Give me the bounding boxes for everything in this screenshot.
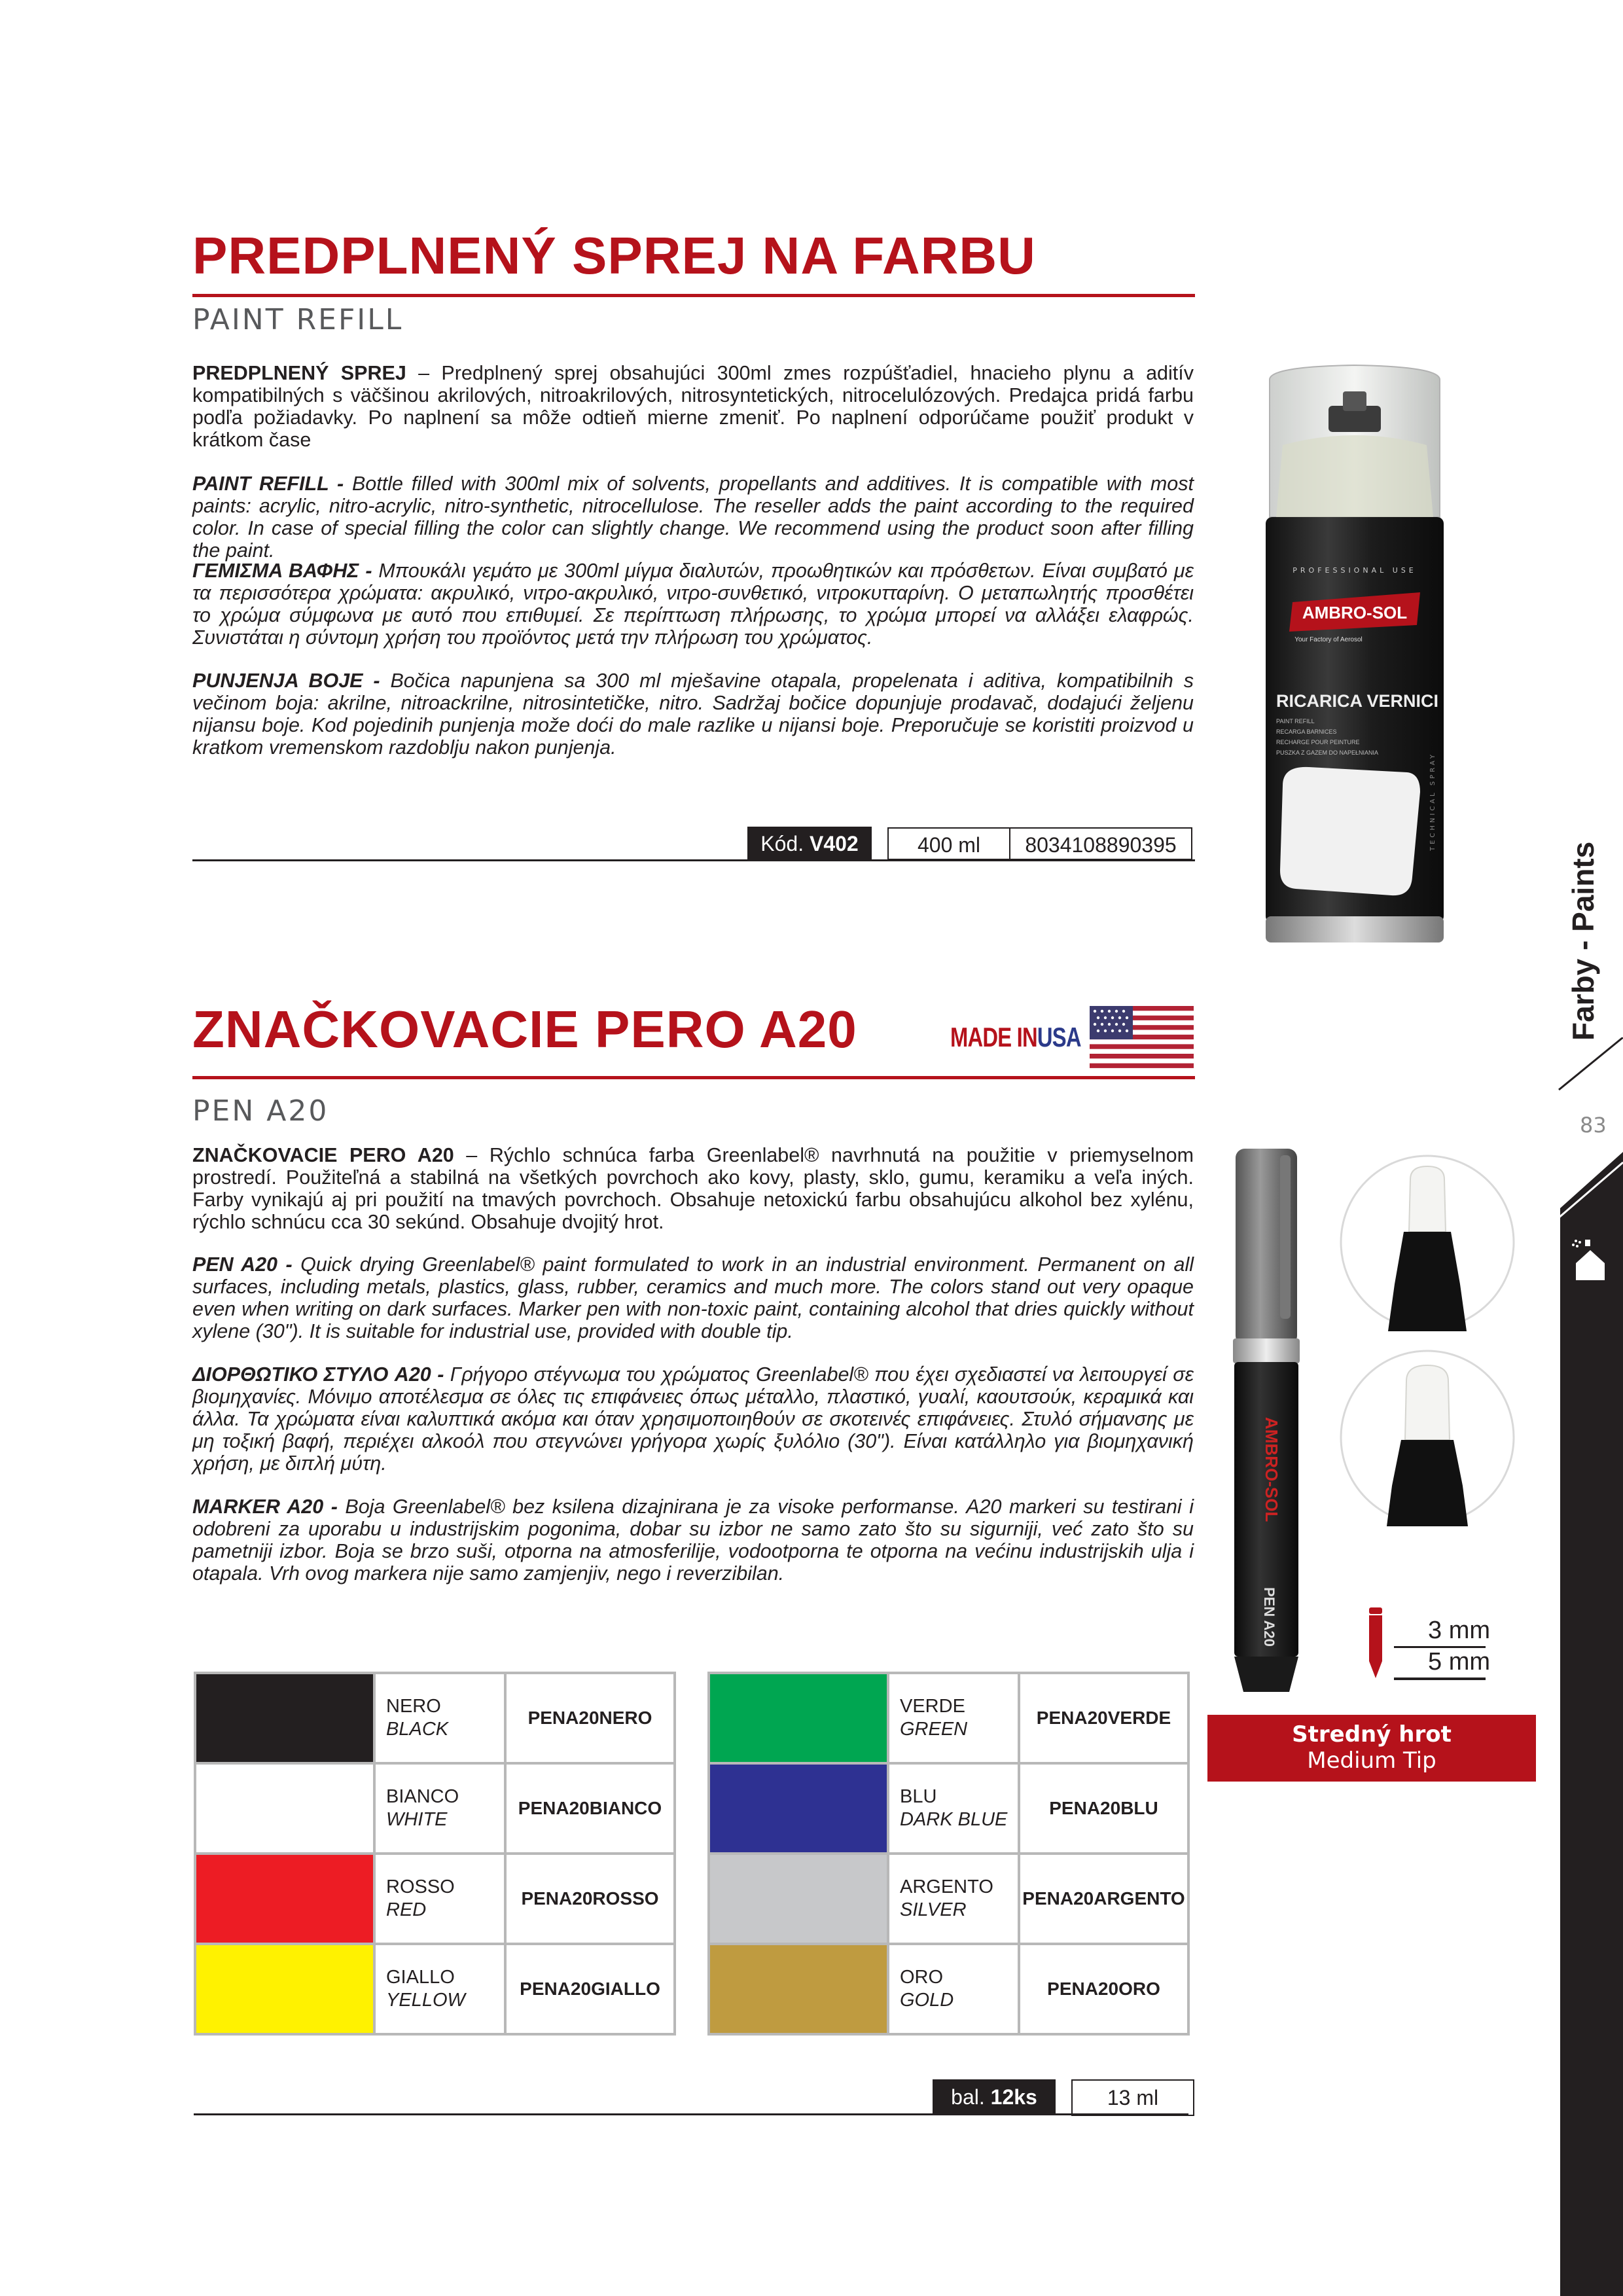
color-name-it: ORO — [900, 1967, 944, 1988]
section2-volume: 13 ml — [1071, 2079, 1194, 2116]
spray-can-label-line-3: RECHARGE POUR PEINTURE — [1276, 739, 1360, 745]
section1-text-sk: – Predplnený sprej obsahujúci 300ml zmes rozpúšťadiel, hnacieho plynu a aditív kompatibilných s väčšinou akrilových, nitroakrilových, nitrosyntetických, nitrocelulózových. Predajca pridá farbu podľa požiadavky. Po naplnení sa môže odtieň mierne zmeniť. Po naplnení odporúčame použiť produkt v krátkom čase — [192, 362, 1194, 451]
color-row — [195, 1854, 675, 1944]
section2-title-rule — [192, 1076, 1195, 1079]
section1-lead-hr: PUNJENJA BOJE - — [192, 670, 391, 692]
section1-code-value: V402 — [809, 832, 859, 855]
color-row — [195, 1673, 675, 1763]
section1-text-en: Bottle filled with 300ml mix of solvents, propellants and additives. It is compatible with most paints: acrylic, nitro-acrylic, nitro-synthetic, nitrocellulose. The reseller adds the paint according to the required color. In case of special filling the color can slightly change. We recommend using the product soon after filling the paint. — [192, 473, 1194, 562]
color-code: PENA20BLU — [1019, 1763, 1188, 1854]
spray-can-label-title: RICARICA VERNICI — [1276, 691, 1439, 711]
spray-can-brand-sub: Your Factory of Aerosol — [1294, 636, 1363, 643]
color-table-left — [194, 1672, 676, 2036]
sidebar-section-label: Farby - Paints — [1566, 841, 1600, 1041]
section2-text-hr: Boja Greenlabel® bez ksilena dizajnirana je za visoke performanse. A20 markeri su testirani i odobreni za uporabu u industrijskim pogonima, dobar su izbor ne samo zato što su sigurniji, već zato što su pametniji izbor. Boja se brzo suši, otporna na atmosferilije, vodootporna te otporna na većinu industrijskih ulja i otapala. Vrh ovog markera nije samo zamjenjiv, nego i reverzibilan. — [192, 1496, 1194, 1585]
section1-code-label: Kód. — [760, 832, 804, 855]
section2-subtitle: PEN A20 — [192, 1094, 329, 1128]
spray-can-image — [1257, 353, 1453, 956]
sidebar-band — [1558, 1152, 1623, 2296]
marker-pen-image — [1224, 1142, 1315, 1698]
section2-pack-label: bal. — [951, 2085, 985, 2109]
section2-paragraph-en — [192, 1253, 1194, 1342]
tip-size-underline — [1394, 1677, 1486, 1680]
color-code: PENA20ROSSO — [505, 1854, 675, 1944]
color-row — [709, 1763, 1188, 1854]
section2-text-sk: – Rýchlo schnúca farba Greenlabel® navrhnutá na použitie v priemyselnom prostredí. Použiteľná a stabilná na všetkých povrchoch ako kovy, plasty, sklo, gumu, keramiku a veľa iných. Farby vynikajú aj pri použití na tmavých povrchoch. Obsahuje netoxickú farbu obsahujúcu alkohol bez xylénu, rýchlo schnúcu cca 30 sekúnd. Obsahuje dvojitý hrot. — [192, 1144, 1194, 1233]
color-name — [374, 1854, 505, 1944]
section2-paragraph-gr — [192, 1363, 1194, 1475]
section1-paragraph-gr — [192, 560, 1194, 649]
section2-pack-badge — [933, 2079, 1056, 2115]
color-swatch — [195, 1854, 374, 1944]
section1-text-gr: Μπουκάλι γεμάτο με 300ml μίγμα διαλυτών, προωθητικών και πρόσθετων. Είναι συμβατό με τα περισσότερα χρώματα: ακρυλικό, νιτρο-ακρυλικό, νιτρο-συνθετικό, νιτροκυτταρίνη. Ο μεταπωλητής προσθέτει το χρώμα σύμφωνα με αυτό που επιθυμεί. Σε περίπτωση πλήρωσης, το χρώμα μπορεί να αλλάξει ελαφρώς. Συνιστάται η σύντομη χρήση του προϊόντος μετά την πλήρωση του χρώματος. — [192, 560, 1194, 649]
tip-size-5mm: 5 mm — [1428, 1648, 1490, 1676]
color-row — [195, 1763, 675, 1854]
color-swatch — [709, 1854, 888, 1944]
spray-can-label-line-1: PAINT REFILL — [1276, 718, 1315, 725]
color-name — [374, 1944, 505, 2034]
color-name-en: RED — [386, 1899, 427, 1920]
tip-type-banner — [1207, 1715, 1536, 1782]
section2-text-gr: Γρήγορο στέγνωμα του χρώματος Greenlabel® που έχει σχεδιαστεί να λειτουργεί σε βιομηχανίες. Μόνιμο αποτέλεσμα σε όλες τις επιφάνειες όπως μέταλλο, πλαστικό, γυαλί, καουτσούκ, κεραμικά και άλλα. Τα χρώματα είναι καλυπτικά ακόμα και όταν χρησιμοποιηθούν σε σκοτεινές επιφάνειες. Στυλό σήμανσης με μη τοξική βαφή, περιέχει αλκοόλ που στεγνώνει γρήγορα χωρίς ξυλόλιο (30"). Είναι κατάλληλο για βιομηχανική χρήση, με διπλή μύτη. — [192, 1363, 1194, 1475]
tip-5mm-image — [1338, 1348, 1516, 1526]
usa-text: USA — [1037, 1022, 1081, 1052]
section1-title: PREDPLNENÝ SPREJ NA FARBU — [192, 226, 1036, 285]
color-row — [195, 1944, 675, 2034]
tip-size-3mm: 3 mm — [1428, 1617, 1490, 1644]
color-name-it: GIALLO — [386, 1967, 455, 1988]
spray-can-label-line-2: RECARGA BARNICES — [1276, 728, 1337, 735]
color-name-en: GREEN — [900, 1719, 968, 1740]
usa-flag-icon — [1090, 1006, 1194, 1068]
section1-volume: 400 ml — [887, 827, 1010, 860]
section1-lead-en: PAINT REFILL - — [192, 473, 352, 495]
section2-paragraph-sk — [192, 1144, 1194, 1233]
svg-text:AMBRO-SOL: AMBRO-SOL — [1262, 1417, 1281, 1522]
color-code: PENA20GIALLO — [505, 1944, 675, 2034]
section1-lead-gr: ΓΕΜΙΣΜΑ ΒΑΦΗΣ - — [192, 560, 379, 582]
spray-can-side: TECHNICAL SPRAY — [1429, 751, 1436, 851]
color-name-en: BLACK — [386, 1719, 449, 1740]
section2-pack-value: 12ks — [990, 2085, 1037, 2109]
color-row — [709, 1673, 1188, 1763]
color-name-it: BIANCO — [386, 1786, 459, 1807]
tip-type-sk: Stredný hrot — [1292, 1721, 1452, 1748]
tip-type-en: Medium Tip — [1307, 1748, 1436, 1774]
section2-lead-sk: ZNAČKOVACIE PERO A20 — [192, 1144, 454, 1166]
section2-text-en: Quick drying Greenlabel® paint formulated to work in an industrial environment. Permanent on all surfaces, including metals, plastics, glass, rubber, ceramics and much more. The colors stand out very opaque even when writing on dark surfaces. Marker pen with non-toxic paint, containing alcohol that dries quickly without xylene (30"). It is suitable for industrial use, provided with double tip. — [192, 1253, 1194, 1342]
color-name — [888, 1673, 1019, 1763]
section2-bottom-rule — [194, 2113, 1188, 2115]
section2-lead-hr: MARKER A20 - — [192, 1496, 346, 1518]
section1-paragraph-sk — [192, 362, 1194, 451]
spray-can-header: PROFESSIONAL USE — [1293, 566, 1417, 575]
color-swatch — [195, 1673, 374, 1763]
color-row — [709, 1854, 1188, 1944]
sidebar-diagonal-line — [1558, 1037, 1623, 1091]
color-name-it: ARGENTO — [900, 1876, 993, 1897]
section2-lead-en: PEN A20 - — [192, 1253, 301, 1276]
color-name — [888, 1854, 1019, 1944]
color-row — [709, 1944, 1188, 2034]
section1-bottom-rule — [192, 859, 1195, 861]
color-code: PENA20VERDE — [1019, 1673, 1188, 1763]
color-swatch — [195, 1763, 374, 1854]
section2-lead-gr: ΔΙΟΡΘΩΤΙΚΟ ΣΤΥΛΟ A20 - — [192, 1363, 450, 1386]
color-name-it: BLU — [900, 1786, 937, 1807]
pen-label: PEN A20 — [1261, 1587, 1277, 1647]
color-swatch — [709, 1673, 888, 1763]
section1-subtitle: PAINT REFILL — [192, 303, 404, 336]
made-in-text: MADE IN — [950, 1022, 1037, 1052]
spray-house-icon — [1571, 1237, 1610, 1283]
color-name — [888, 1763, 1019, 1854]
color-swatch — [709, 1763, 888, 1854]
spray-can-brand: AMBRO-SOL — [1302, 603, 1408, 622]
color-name-en: YELLOW — [386, 1990, 465, 2011]
section1-ean: 8034108890395 — [1009, 827, 1192, 860]
color-name — [888, 1944, 1019, 2034]
section1-text-hr: Bočica napunjena sa 300 ml mješavine otapala, propelenata i aditiva, kompatibilnih s večinom boja: akrilne, nitroackrilne, nitrosintetičke, nitro. Sadržaj bočice dopunjuje prodavač, dodajući željenu nijansu boje. Kod pojedinih punjenja može doći do male razlike u nijansi boje. Preporučuje se koristiti proizvod u kratkom vremenskom razdoblju nakon punjenja. — [192, 670, 1194, 759]
made-in-usa-badge — [950, 1006, 1194, 1068]
section2-title: ZNAČKOVACIE PERO A20 — [192, 1000, 857, 1058]
color-name-it: NERO — [386, 1696, 441, 1717]
color-swatch — [709, 1944, 888, 2034]
section2-paragraph-hr — [192, 1496, 1194, 1585]
color-name — [374, 1673, 505, 1763]
color-name-en: DARK BLUE — [900, 1809, 1008, 1830]
page-number: 83 — [1580, 1113, 1607, 1138]
color-name-it: VERDE — [900, 1696, 965, 1717]
color-code: PENA20ARGENTO — [1019, 1854, 1188, 1944]
tip-3mm-image — [1338, 1153, 1516, 1331]
color-code: PENA20BIANCO — [505, 1763, 675, 1854]
color-name-en: GOLD — [900, 1990, 954, 2011]
color-swatch — [195, 1944, 374, 2034]
section1-paragraph-en — [192, 473, 1194, 562]
color-code: PENA20ORO — [1019, 1944, 1188, 2034]
color-code: PENA20NERO — [505, 1673, 675, 1763]
color-name — [374, 1763, 505, 1854]
color-table-right — [707, 1672, 1190, 2036]
section1-lead-sk: PREDPLNENÝ SPREJ — [192, 362, 406, 384]
pencil-icon — [1366, 1607, 1385, 1679]
color-name-en: WHITE — [386, 1809, 448, 1830]
spray-can-label-line-4: PUSZKA Z GAZEM DO NAPEŁNIANIA — [1276, 749, 1379, 756]
section1-code-badge — [747, 827, 872, 861]
color-name-it: ROSSO — [386, 1876, 455, 1897]
section1-paragraph-hr — [192, 670, 1194, 759]
section1-title-rule — [192, 294, 1195, 297]
color-name-en: SILVER — [900, 1899, 967, 1920]
